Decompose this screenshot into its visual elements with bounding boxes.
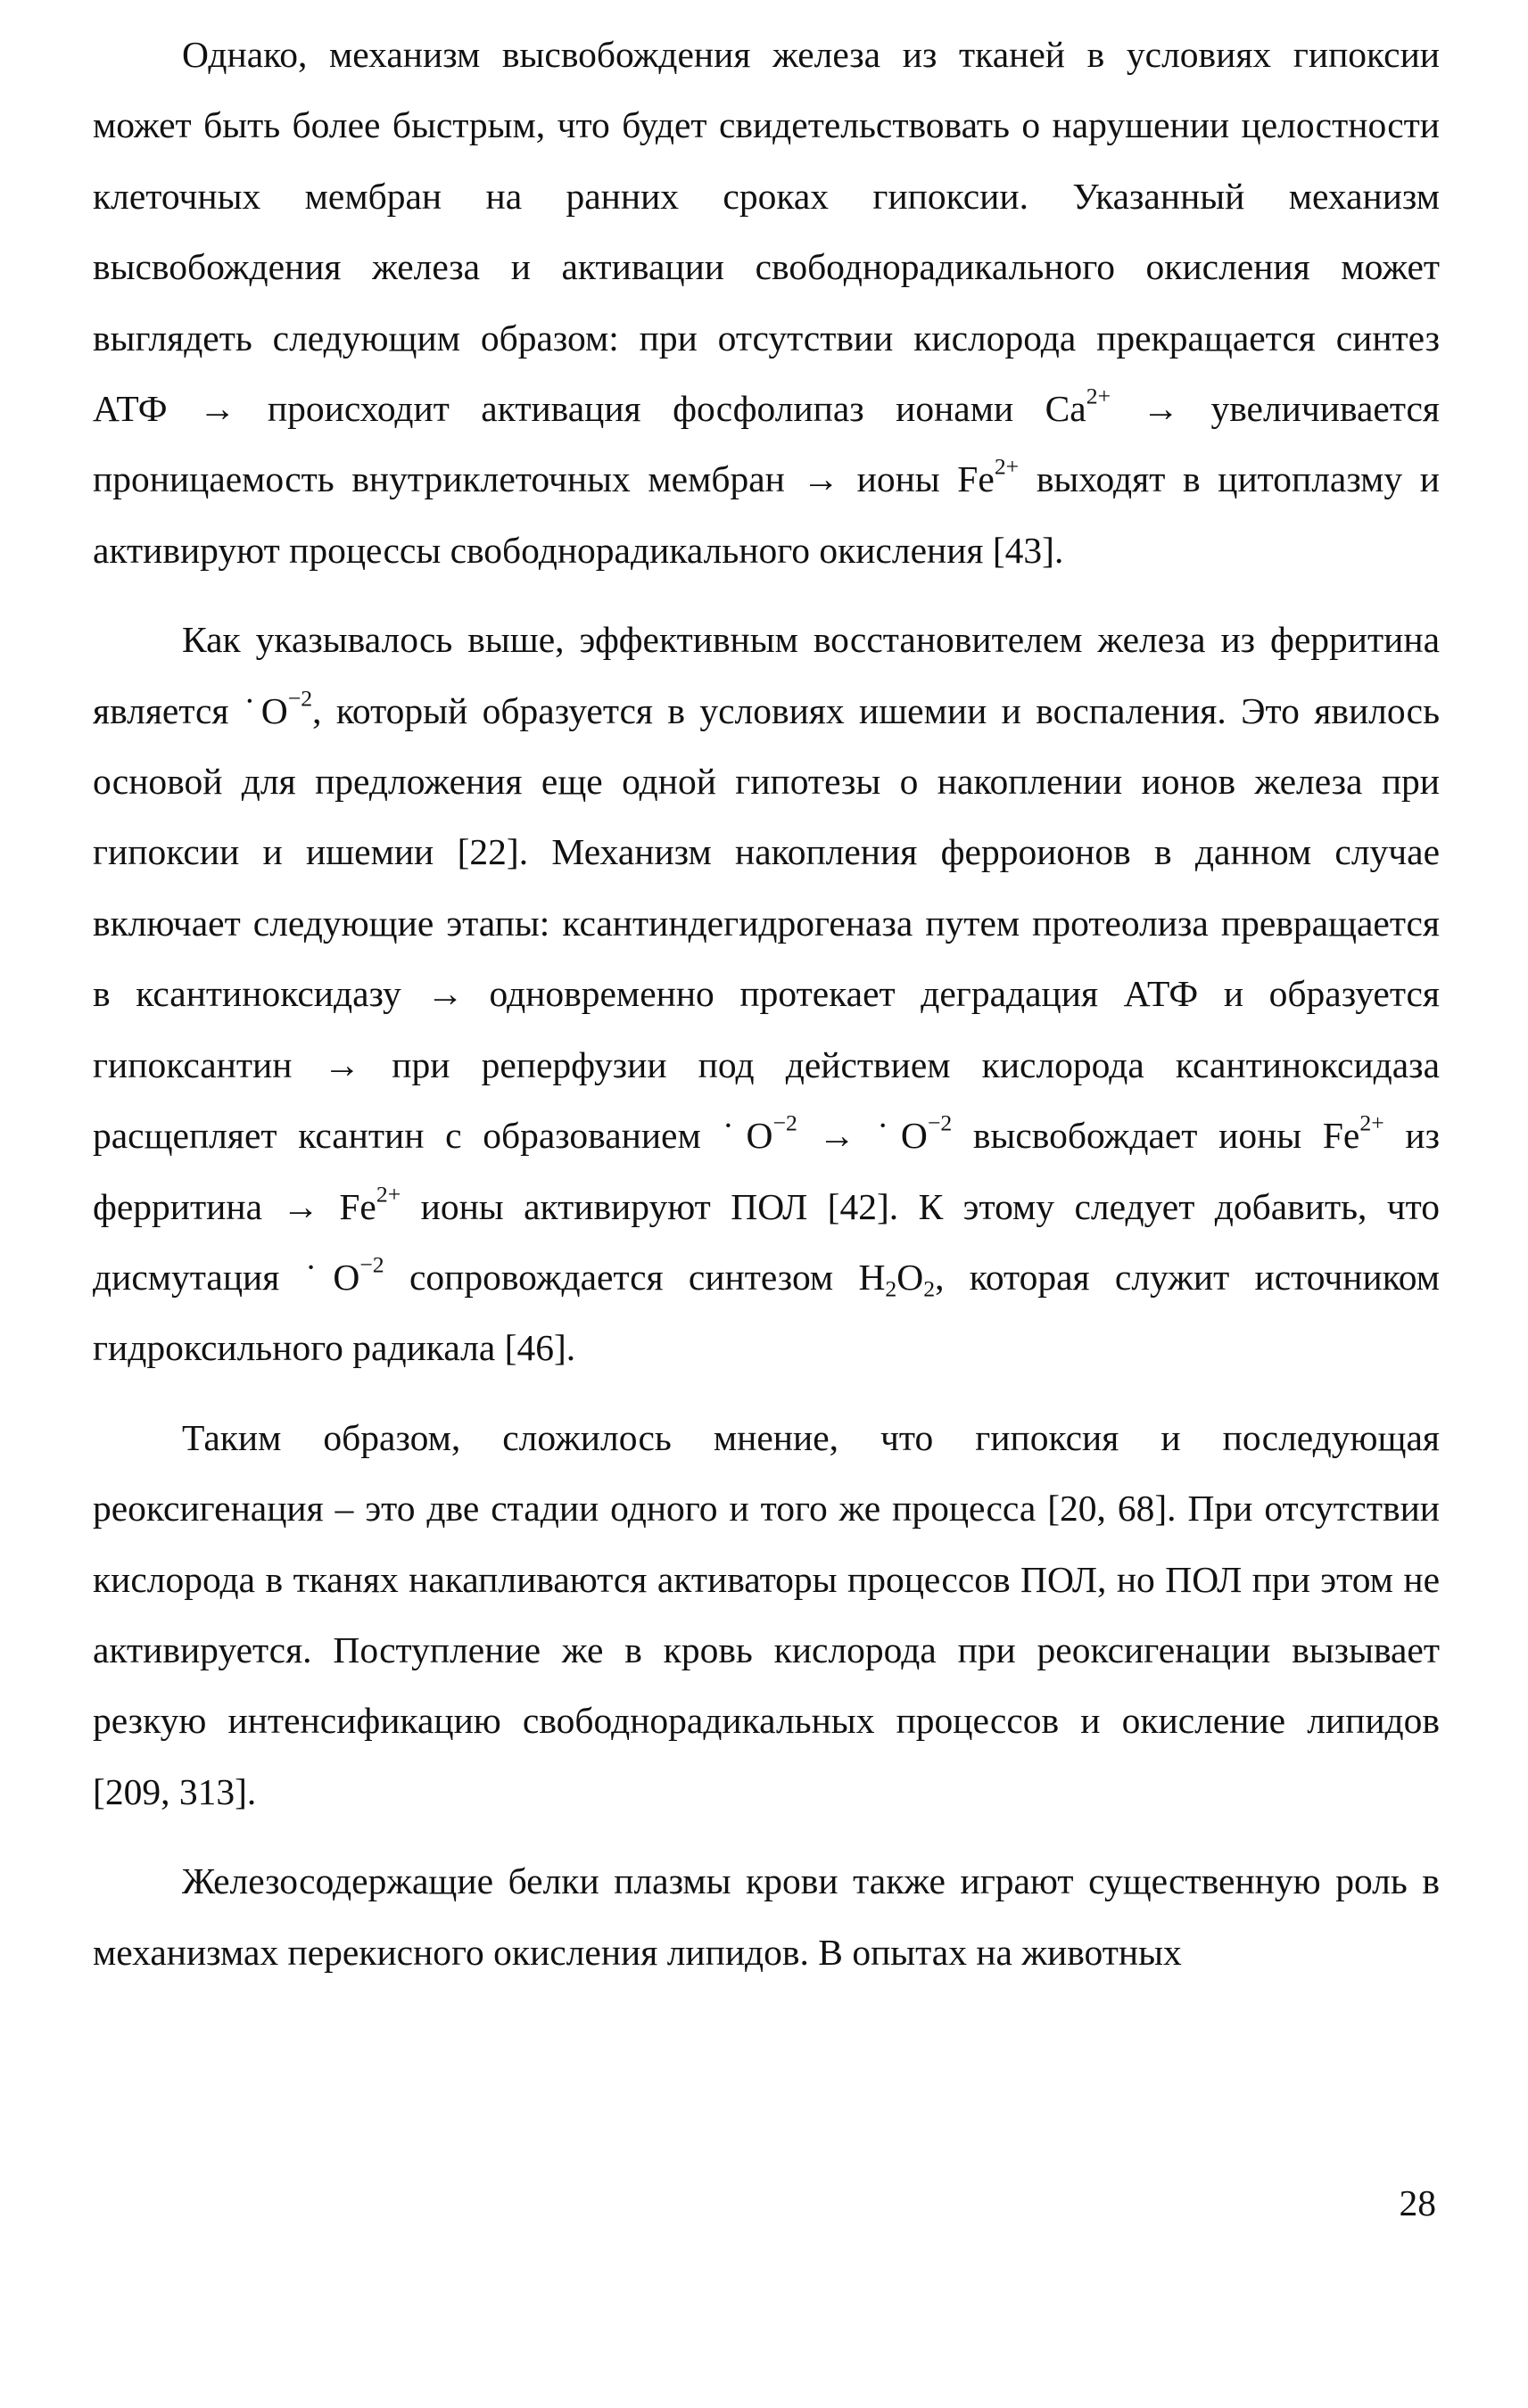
text-run: → увеличивается проницаемость внутриклеточных мембран → ионы Fe: [93, 388, 1440, 500]
text-run: → ˙O: [797, 1115, 928, 1157]
superscript: 2+: [994, 454, 1020, 481]
text-run: Как указывалось выше, эффективным восстановителем железа из ферритина является ˙O: [93, 619, 1440, 731]
text-run: ионы активируют ПОЛ [42]. К этому следует добавить, что дисмутация ˙O: [93, 1185, 1441, 1298]
text-run: Однако, механизм высвобождения железа из тканей в условиях гипоксии может быть более быстрым, что будет свидетельствовать о нарушении целостности клеточных мембран на ранних сроках гипоксии. Указанный механизм высвобождения железа и активации свободнорадикального окисления может выглядеть следующим образом: при отсутствии кислорода прекращается синтез АТФ → происходит активация фосфолипаз ионами Ca: [93, 34, 1440, 430]
superscript: 2+: [1086, 383, 1111, 409]
subscript: 2: [923, 1275, 936, 1302]
paragraph-4: [93, 1846, 1440, 1988]
text-run: из ферритина → Fe: [93, 1115, 1440, 1227]
superscript: −2: [772, 1109, 797, 1136]
text-run: Железосодержащие белки плазмы крови также играют существенную роль в механизмах перекисного окисления липидов. В опытах на животных: [93, 1860, 1440, 1973]
paragraph-3: [93, 1403, 1440, 1827]
superscript: −2: [287, 685, 313, 712]
superscript: −2: [359, 1251, 384, 1278]
superscript: −2: [927, 1109, 953, 1136]
paragraph-1: [93, 20, 1440, 586]
subscript: 2: [885, 1275, 897, 1302]
text-run: Таким образом, сложилось мнение, что гипоксия и последующая реоксигенация – это две стадии одного и того же процесса [20, 68]. При отсутствии кислорода в тканях накапливаются активаторы процессов ПОЛ, но ПОЛ при этом не активируется. Поступление же в кровь кислорода при реоксигенации вызывает резкую интенсификацию свободнорадикальных процессов и окисление липидов [209, 313].: [93, 1416, 1440, 1812]
text-run: , которая служит источником гидроксильного радикала [46].: [93, 1256, 1440, 1369]
text-run: O: [896, 1256, 924, 1298]
body-text: [93, 20, 1440, 1988]
page-number: 28: [1399, 2182, 1436, 2223]
superscript: 2+: [376, 1181, 401, 1208]
superscript: 2+: [1359, 1109, 1384, 1136]
text-run: высвобождает ионы Fe: [952, 1115, 1360, 1157]
text-run: выходят в цитоплазму и активируют процессы свободнорадикального окисления [43].: [93, 458, 1440, 571]
paragraph-2: [93, 605, 1440, 1383]
text-run: сопровождается синтезом H: [384, 1256, 886, 1298]
text-run: , который образуется в условиях ишемии и воспаления. Это явилось основой для предложения еще одной гипотезы о накоплении ионов железа при гипоксии и ишемии [22]. Механизм накопления ферроионов в данном случае включает следующие этапы: ксантиндегидрогеназа путем протеолиза превращается в ксантиноксидазу → одновременно протекает деградация АТФ и образуется гипоксантин → при реперфузии под действием кислорода ксантиноксидаза расщепляет ксантин с образованием ˙O: [93, 689, 1441, 1157]
